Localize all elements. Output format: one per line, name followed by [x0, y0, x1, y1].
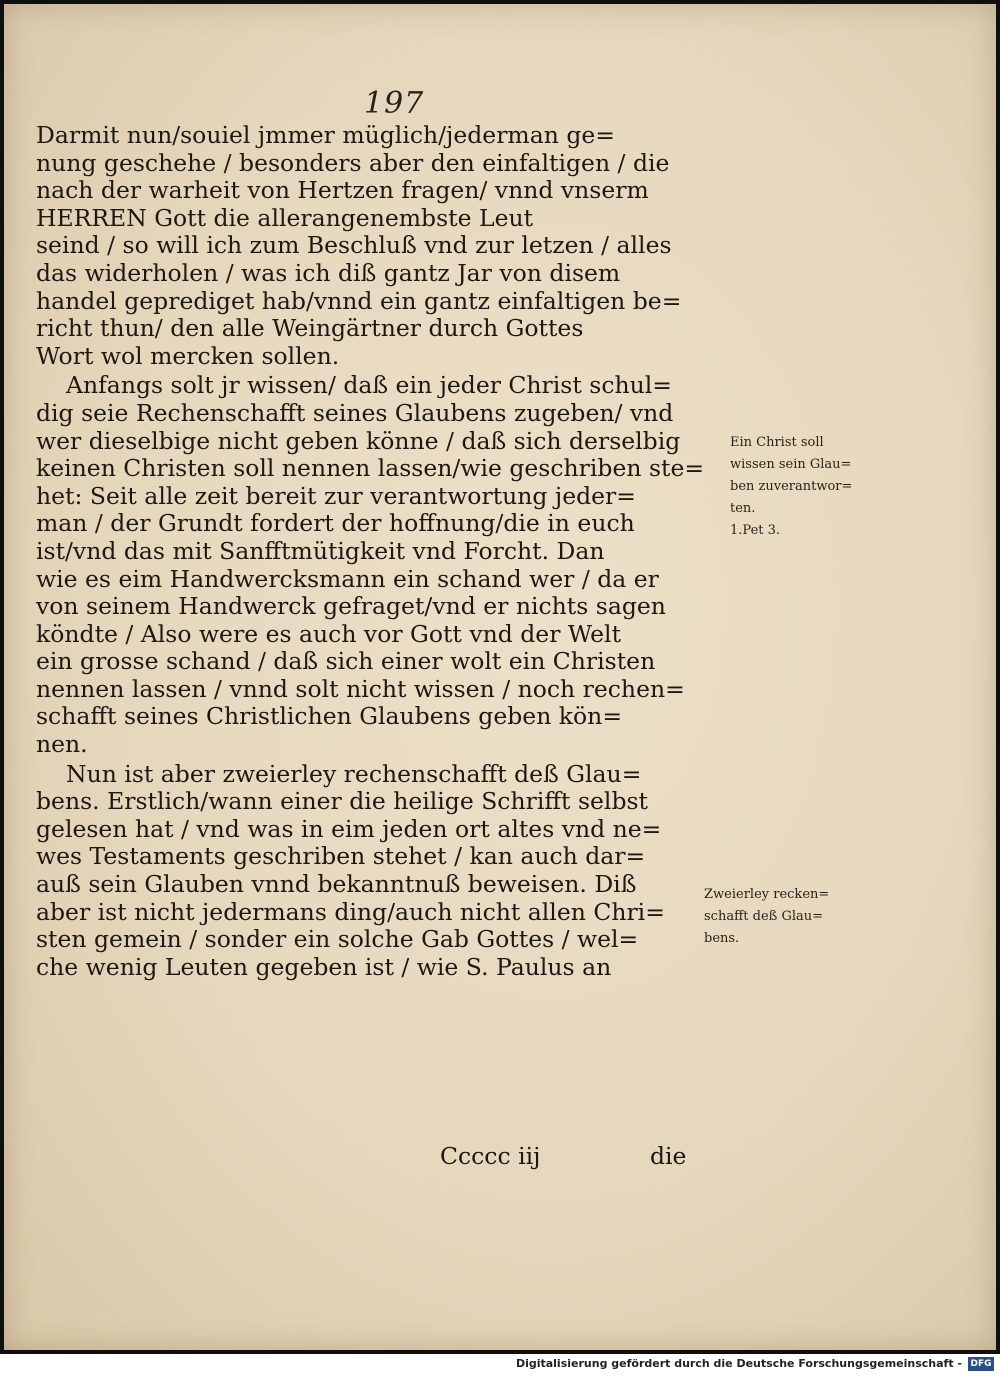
main-text-block	[36, 122, 716, 981]
text-line: dig seie Rechenschafft seines Glaubens zugeben/ vnd	[36, 398, 674, 427]
paragraph-2	[36, 372, 716, 758]
text-line: sten gemein / sonder ein solche Gab Gottes / wel=	[36, 925, 639, 954]
text-line: nach der warheit von Hertzen fragen/ vnnd vnserm	[36, 176, 649, 205]
text-line: Wort wol mercken sollen.	[36, 341, 340, 370]
dfg-logo: DFG	[968, 1357, 994, 1371]
text-line: schafft seines Christlichen Glaubens geben kön=	[36, 702, 623, 731]
text-line: gelesen hat / vnd was in eim jeden ort altes vnd ne=	[36, 814, 662, 843]
margin-line: bens.	[704, 931, 740, 946]
text-line: het: Seit alle zeit bereit zur verantwortung jeder=	[36, 481, 636, 510]
paragraph-1	[36, 122, 716, 370]
text-line: handel geprediget hab/vnnd ein gantz einfaltigen be=	[36, 286, 682, 315]
text-line: köndte / Also were es auch vor Gott vnd der Welt	[36, 619, 622, 648]
text-line: ein grosse schand / daß sich einer wolt ein Christen	[36, 647, 656, 676]
margin-line: ben zuverantwor=	[730, 479, 853, 494]
text-line: von seinem Handwerck gefraget/vnd er nichts sagen	[36, 592, 666, 621]
text-line: Darmit nun/souiel jmmer müglich/jederman ge=	[36, 121, 615, 149]
book-page	[4, 4, 996, 1350]
text-line: nung geschehe / besonders aber den einfaltigen / die	[36, 148, 670, 177]
text-line: nen.	[36, 730, 88, 759]
margin-line: Zweierley recken=	[704, 887, 830, 902]
text-line: Nun ist aber zweierley rechenschafft deß Glau=	[66, 759, 642, 788]
text-line: HERREN Gott die allerangenembste Leut	[36, 203, 534, 232]
paragraph-3	[36, 761, 716, 982]
text-line: man / der Grundt fordert der hoffnung/die in euch	[36, 509, 635, 538]
text-line: wer dieselbige nicht geben könne / daß sich derselbig	[36, 426, 681, 455]
text-line: keinen Christen soll nennen lassen/wie geschriben ste=	[36, 454, 705, 483]
text-line: che wenig Leuten gegeben ist / wie S. Paulus an	[36, 952, 612, 981]
margin-reference: 1.Pet 3.	[730, 523, 781, 538]
margin-note-2	[704, 884, 829, 950]
text-line: ist/vnd das mit Sanfftmütigkeit vnd Forcht. Dan	[36, 536, 605, 565]
text-line: Anfangs solt jr wissen/ daß ein jeder Christ schul=	[66, 371, 672, 400]
text-line: nennen lassen / vnnd solt nicht wissen / noch rechen=	[36, 674, 685, 703]
margin-line: ten.	[730, 501, 756, 516]
text-line: auß sein Glauben vnnd bekanntnuß beweisen. Diß	[36, 870, 637, 899]
margin-note-1	[730, 432, 852, 542]
text-line: aber ist nicht jedermans ding/auch nicht allen Chri=	[36, 897, 665, 926]
text-line: wes Testaments geschriben stehet / kan auch dar=	[36, 842, 646, 871]
margin-line: schafft deß Glau=	[704, 909, 824, 924]
text-line: wie es eim Handwercksmann ein schand wer / da er	[36, 564, 659, 593]
funding-notice: Digitalisierung gefördert durch die Deutsche Forschungsgemeinschaft -	[515, 1357, 962, 1370]
text-line: seind / so will ich zum Beschluß vnd zur letzen / alles	[36, 231, 672, 260]
margin-line: Ein Christ soll	[730, 435, 824, 450]
page-number: 197	[364, 86, 425, 121]
catchword: die	[650, 1142, 687, 1170]
text-line: richt thun/ den alle Weingärtner durch Gottes	[36, 314, 584, 343]
signature-mark: Ccccc iij	[440, 1142, 541, 1170]
text-line: bens. Erstlich/wann einer die heilige Schrifft selbst	[36, 787, 648, 816]
margin-line: wissen sein Glau=	[730, 457, 852, 472]
footer-bar	[0, 1354, 1000, 1376]
text-line: das widerholen / was ich diß gantz Jar von disem	[36, 258, 621, 287]
